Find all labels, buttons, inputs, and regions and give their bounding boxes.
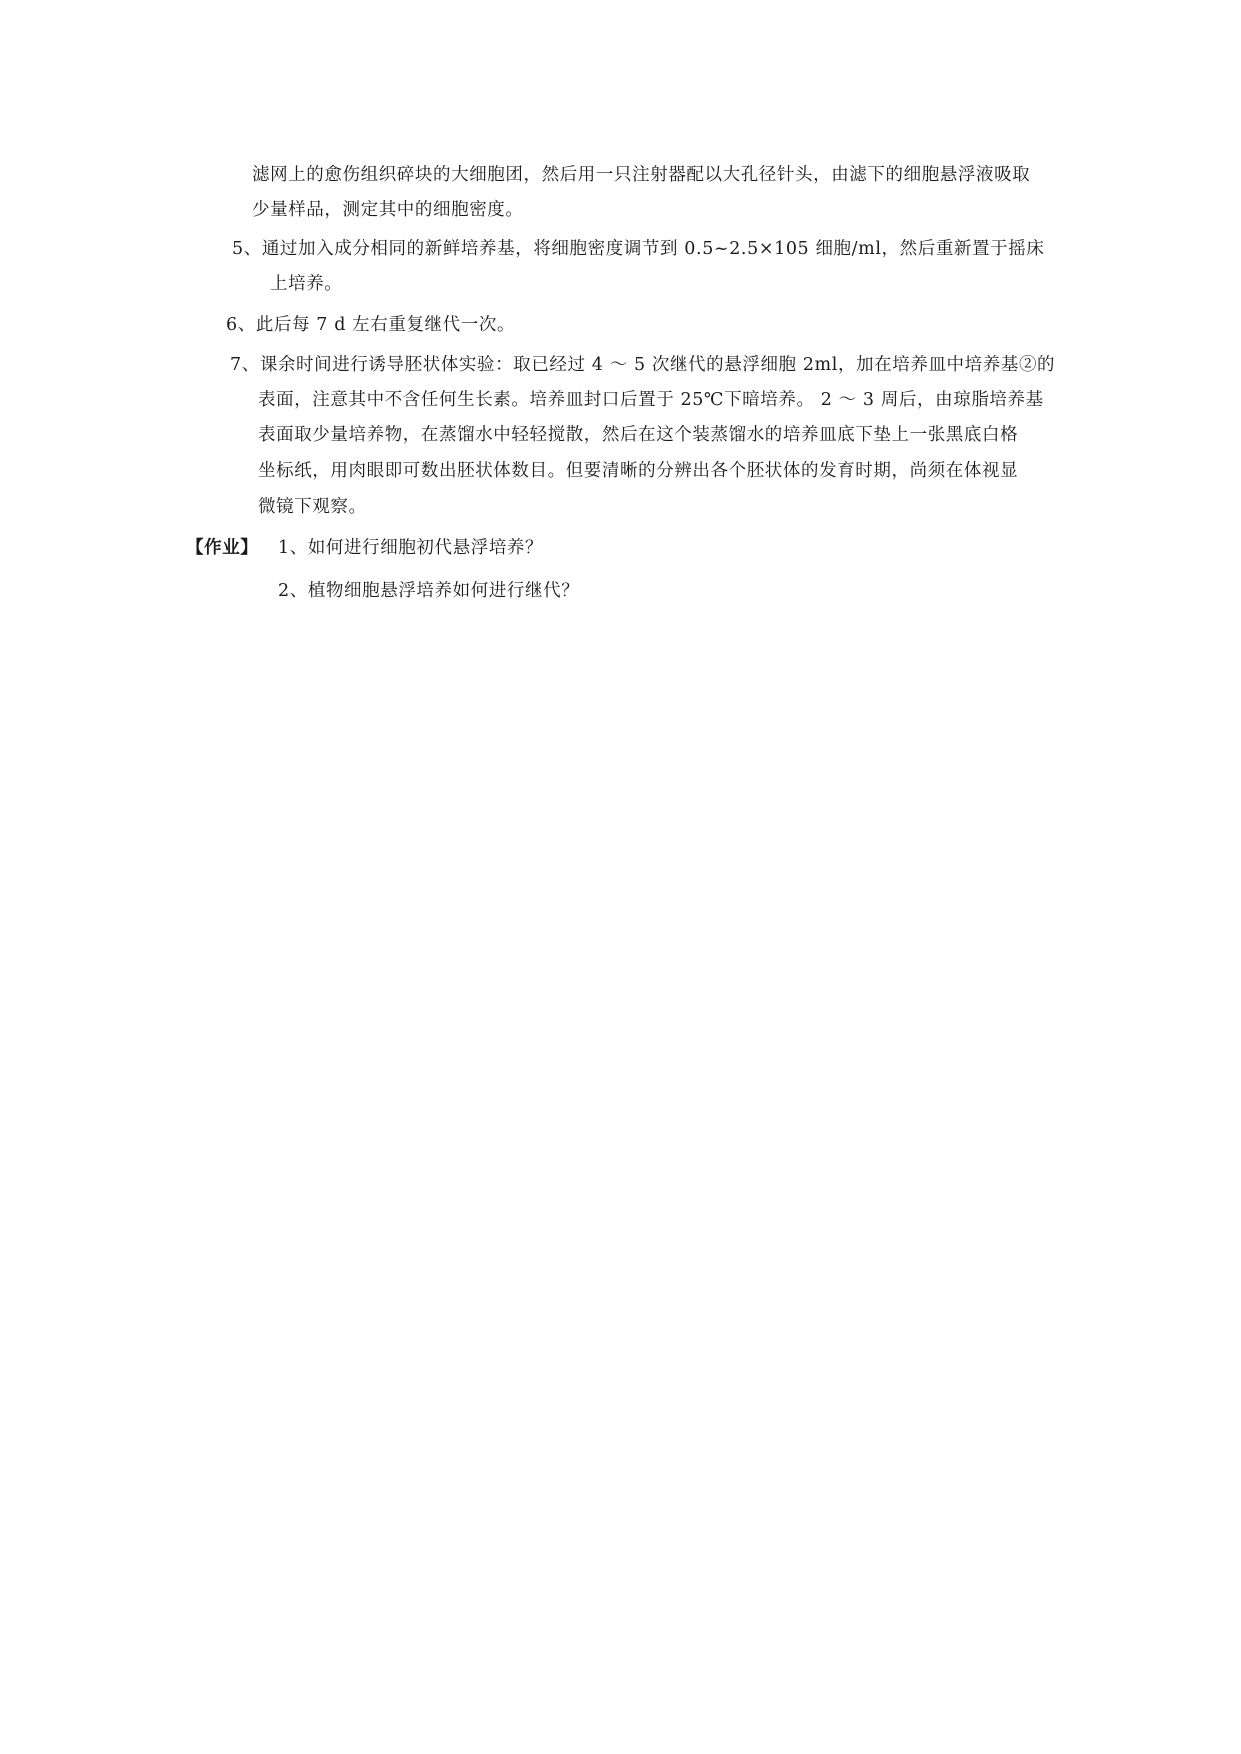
step-7-line: 坐标纸，用肉眼即可数出胚状体数目。但要清晰的分辨出各个胚状体的发育时期，尚须在体视显 [258, 461, 1019, 481]
homework-question: 1、如何进行细胞初代悬浮培养？ [278, 538, 544, 558]
homework-label: 【作业】 [186, 538, 259, 558]
paragraph-line: 少量样品，测定其中的细胞密度。 [252, 200, 524, 220]
step-7-line: 7、课余时间进行诱导胚状体实验：取已经过 4 ～ 5 次继代的悬浮细胞 2ml，加在培养皿中培养基②的 [230, 355, 1056, 375]
paragraph-line: 滤网上的愈伤组织碎块的大细胞团，然后用一只注射器配以大孔径针头，由滤下的细胞悬浮液吸取 [252, 165, 1031, 185]
step-5-line: 5、通过加入成分相同的新鲜培养基，将细胞密度调节到 0.5~2.5×105 细胞/ml，然后重新置于摇床 [232, 239, 1045, 259]
step-6-line: 6、此后每 7 d 左右重复继代一次。 [226, 315, 516, 335]
homework-question: 2、植物细胞悬浮培养如何进行继代？ [278, 581, 580, 601]
step-7-line: 表面取少量培养物，在蒸馏水中轻轻搅散，然后在这个装蒸馏水的培养皿底下垫上一张黑底白格 [258, 425, 1019, 445]
step-7-line: 微镜下观察。 [258, 497, 367, 517]
step-5-line: 上培养。 [270, 274, 343, 294]
step-7-line: 表面，注意其中不含任何生长素。培养皿封口后置于 25℃下暗培养。 2 ～ 3 周后，由琼脂培养基 [258, 390, 1044, 410]
